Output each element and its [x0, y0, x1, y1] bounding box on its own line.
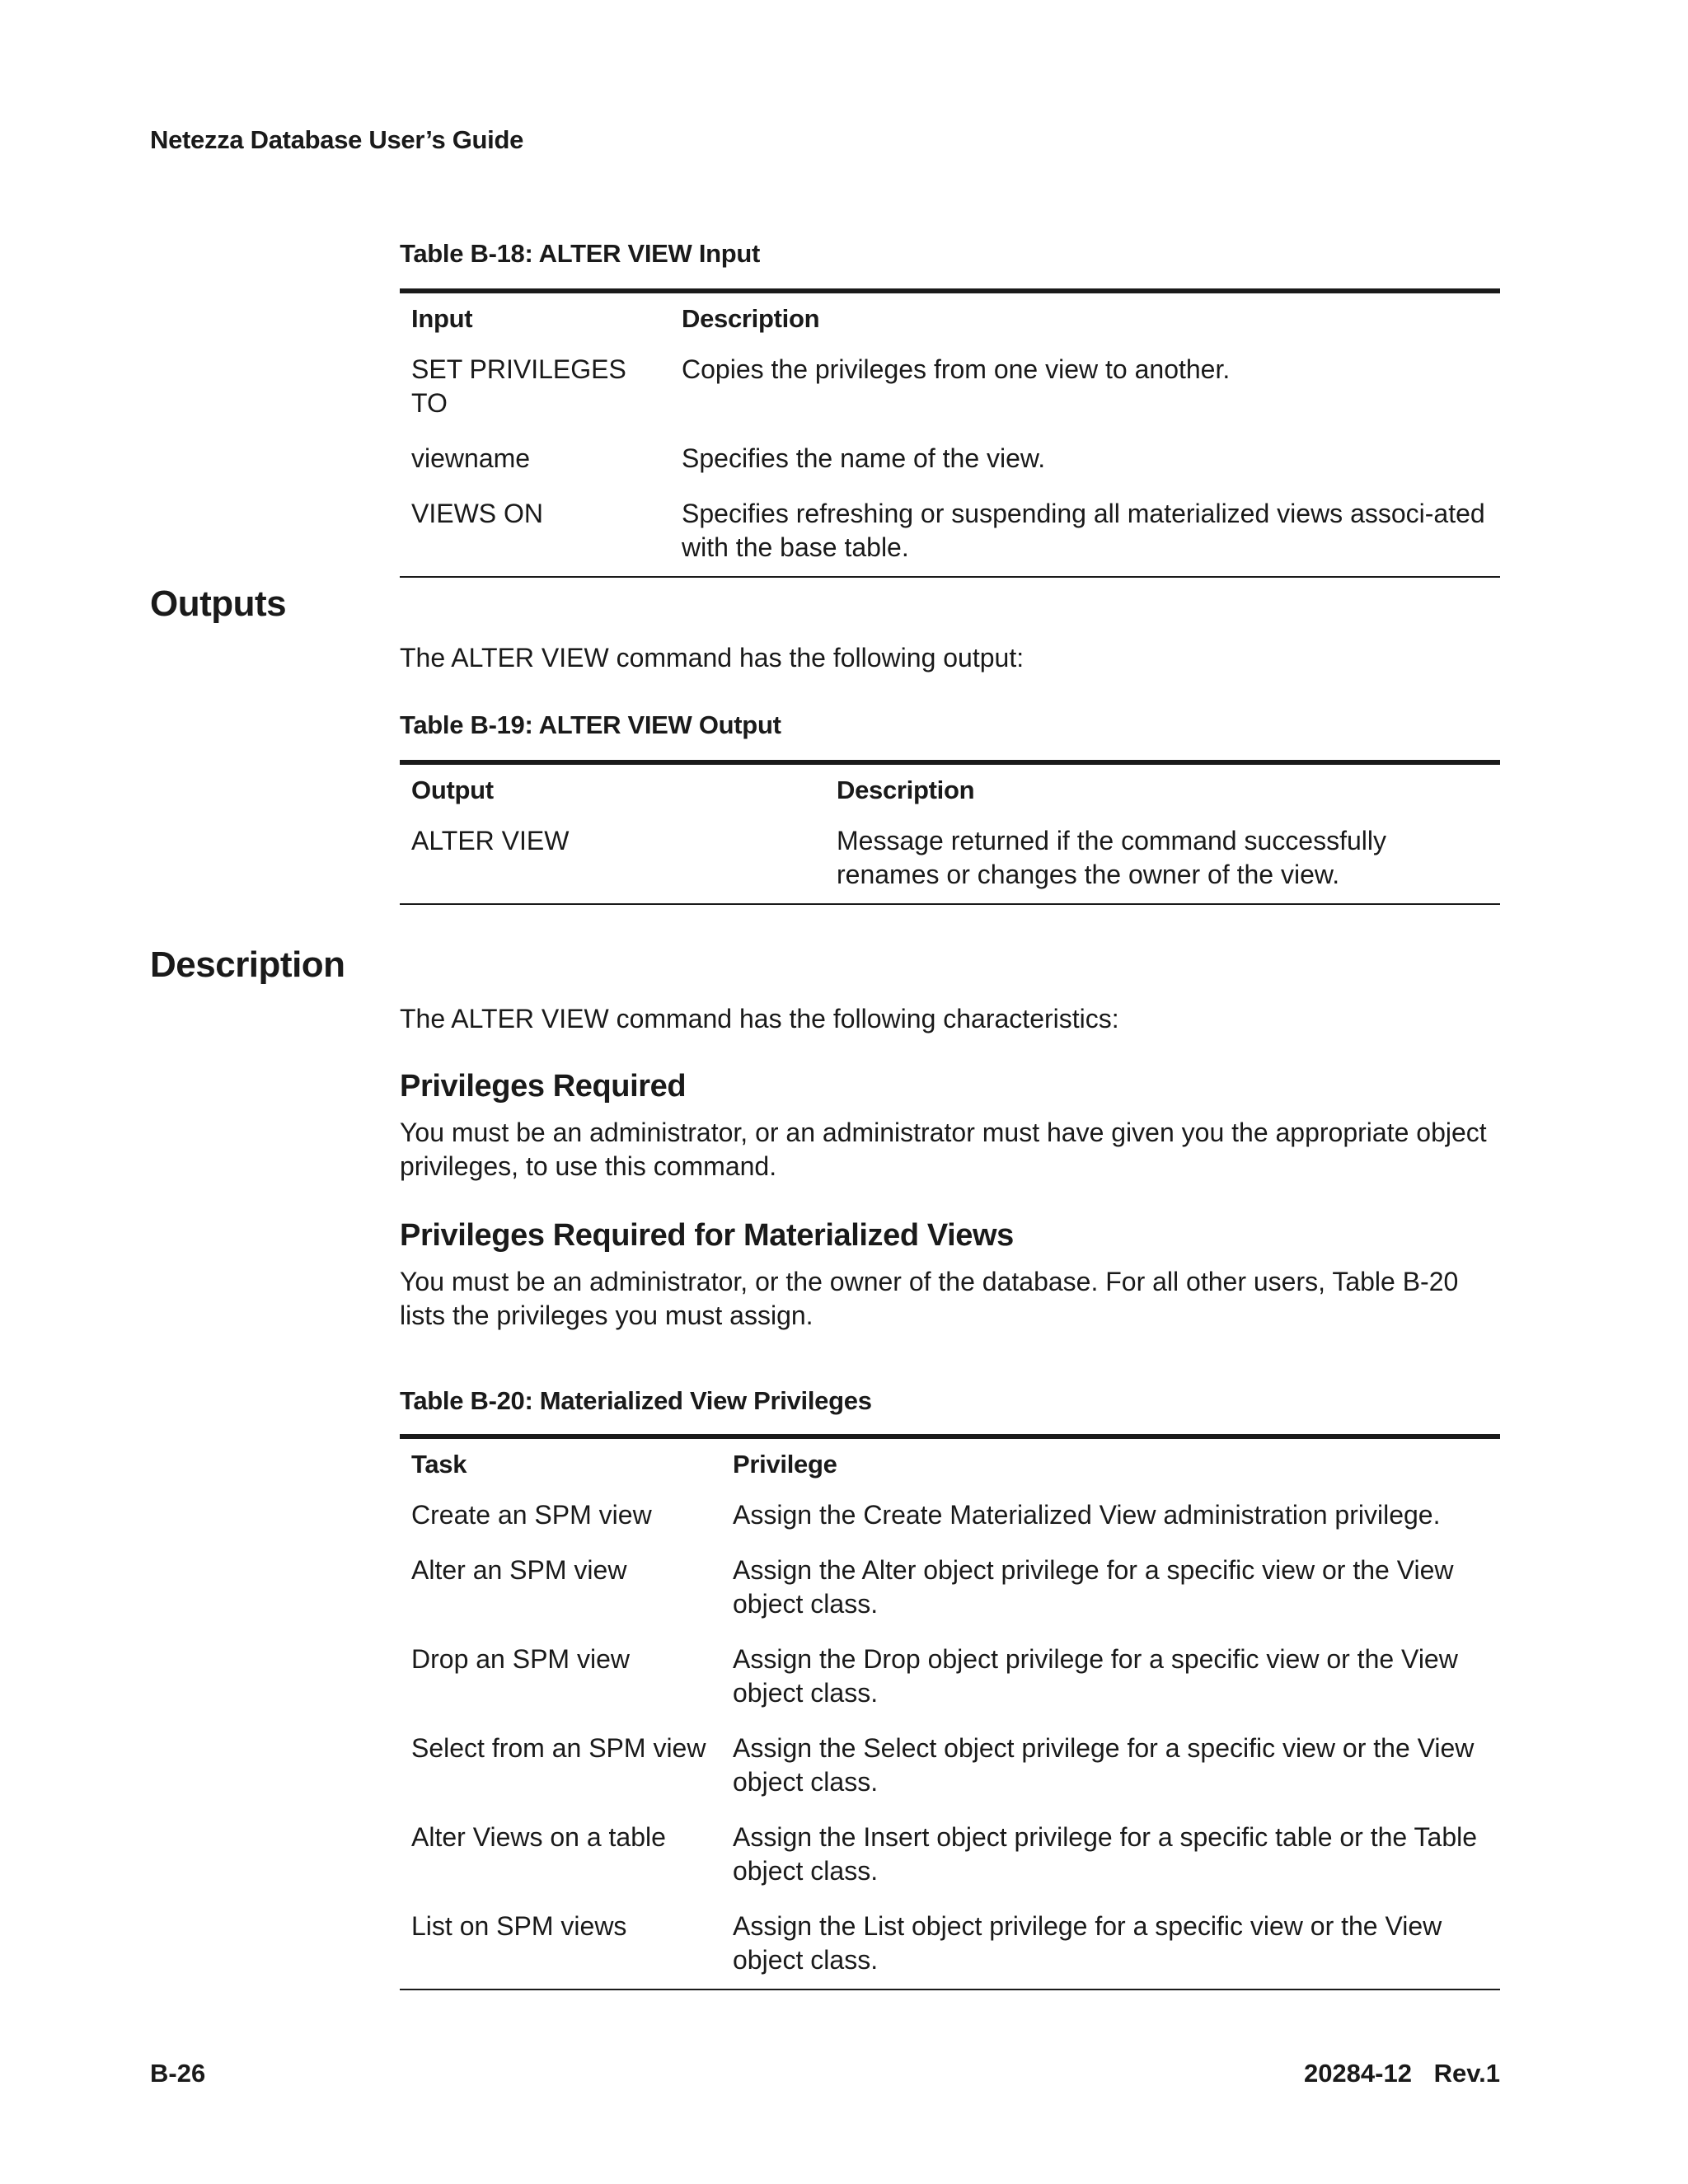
description-intro: The ALTER VIEW command has the following characteristics: [400, 1004, 1119, 1033]
table-b19-caption: Table B-19: ALTER VIEW Output [400, 710, 781, 739]
table-row [400, 486, 1500, 577]
cell-task: Alter an SPM view [411, 1555, 627, 1585]
cell-description: Message returned if the command successfully renames or changes the owner of the view. [837, 826, 1386, 889]
cell-privilege: Assign the List object privilege for a specific view or the View object class. [733, 1911, 1442, 1975]
page-number: B-26 [150, 2059, 206, 2088]
column-header-privilege: Privilege [733, 1450, 837, 1479]
table-row [400, 342, 1500, 431]
cell-input: SET PRIVILEGES TO [411, 354, 626, 418]
column-header-task: Task [411, 1450, 467, 1479]
table-row [400, 1543, 1500, 1632]
cell-input: viewname [411, 443, 531, 473]
cell-description: Specifies refreshing or suspending all materialized views associ-ated with the base table. [682, 499, 1485, 562]
subheading-privileges-mv: Privileges Required for Materialized Views [400, 1218, 1014, 1253]
column-header-input: Input [411, 304, 473, 333]
table-b18 [400, 288, 1500, 578]
table-row [400, 1488, 1500, 1543]
cell-description: Specifies the name of the view. [682, 443, 1046, 473]
table-row [400, 813, 1500, 904]
description-body [400, 1002, 1500, 1333]
table-header-row [400, 291, 1500, 342]
table-row [400, 1721, 1500, 1810]
cell-privilege: Assign the Drop object privilege for a specific view or the View object class. [733, 1644, 1458, 1708]
table-b20 [400, 1434, 1500, 1990]
cell-task: Select from an SPM view [411, 1733, 706, 1763]
table-row [400, 1810, 1500, 1899]
subheading-privileges-required: Privileges Required [400, 1069, 687, 1104]
table-row [400, 1899, 1500, 1990]
running-header: Netezza Database User’s Guide [150, 125, 524, 154]
cell-task: Create an SPM view [411, 1500, 652, 1530]
cell-task: List on SPM views [411, 1911, 627, 1941]
cell-privilege: Assign the Alter object privilege for a specific view or the View object class. [733, 1555, 1454, 1619]
cell-task: Drop an SPM view [411, 1644, 630, 1674]
table-row [400, 1632, 1500, 1721]
document-number: 20284-12 Rev.1 [1303, 2059, 1500, 2088]
table-b20-caption: Table B-20: Materialized View Privileges [400, 1386, 872, 1415]
column-header-description: Description [682, 304, 820, 333]
table-header-row [400, 1436, 1500, 1488]
cell-privilege: Assign the Insert object privilege for a specific table or the Table object class. [733, 1822, 1478, 1886]
cell-privilege: Assign the Create Materialized View administration privilege. [733, 1500, 1441, 1530]
table-b18-caption: Table B-18: ALTER VIEW Input [400, 239, 761, 268]
cell-output: ALTER VIEW [411, 826, 570, 855]
column-header-description: Description [837, 776, 975, 804]
section-heading-outputs: Outputs [150, 583, 287, 624]
table-header-row [400, 762, 1500, 813]
cell-description: Copies the privileges from one view to another. [682, 354, 1231, 384]
privileges-mv-text: You must be an administrator, or the owner of the database. For all other users, Table B-20 lists the privileges you must assign. [400, 1267, 1459, 1330]
outputs-intro: The ALTER VIEW command has the following output: [400, 643, 1025, 673]
section-heading-description: Description [150, 944, 345, 985]
cell-task: Alter Views on a table [411, 1822, 666, 1852]
table-b19 [400, 760, 1500, 905]
cell-privilege: Assign the Select object privilege for a specific view or the View object class. [733, 1733, 1475, 1797]
column-header-output: Output [411, 776, 494, 804]
cell-input: VIEWS ON [411, 499, 544, 528]
privileges-required-text: You must be an administrator, or an administrator must have given you the appropriate object privileges, to use this command. [400, 1118, 1487, 1181]
table-row [400, 431, 1500, 486]
